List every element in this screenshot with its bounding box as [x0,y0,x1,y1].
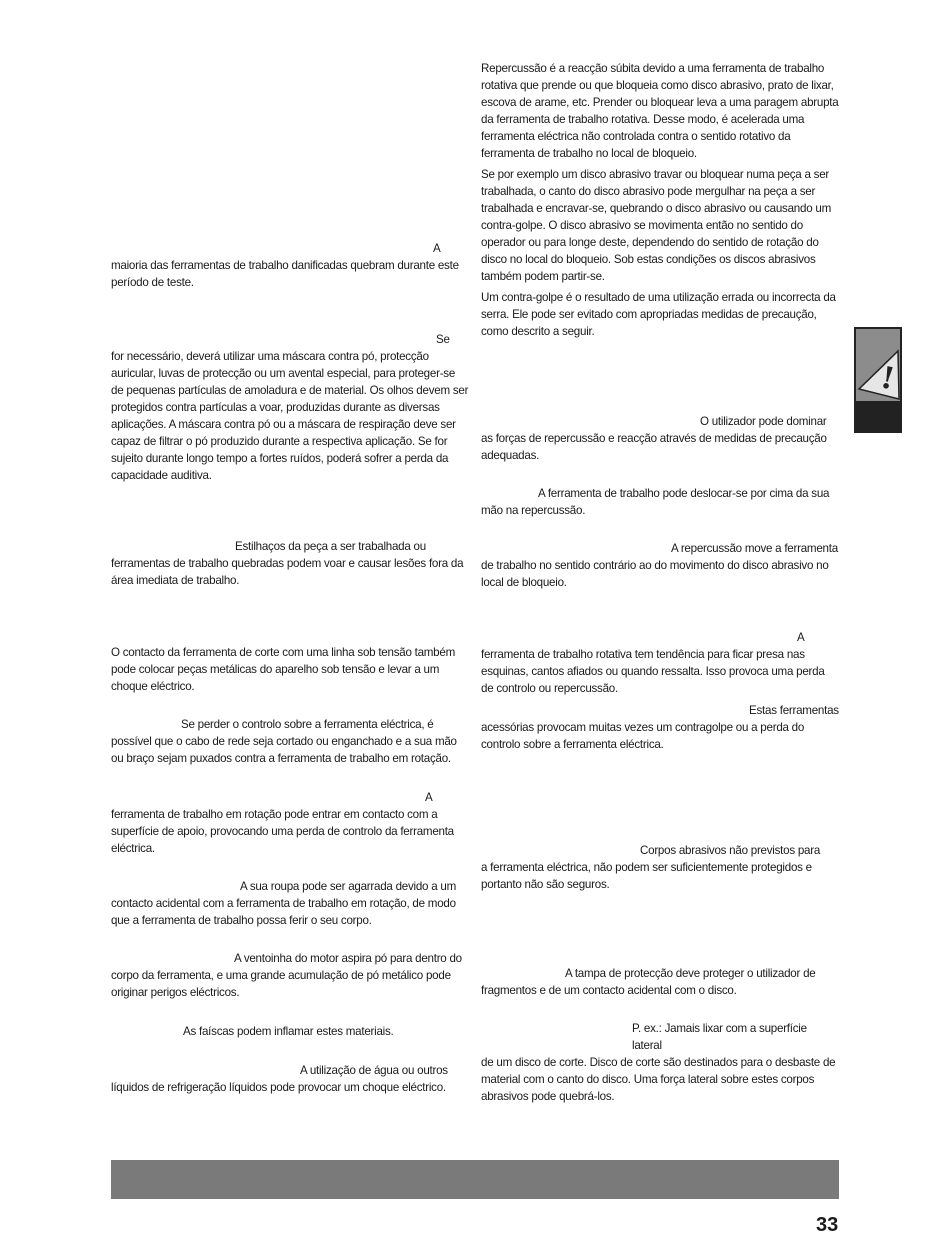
side-warning-tab [854,327,902,433]
right-paragraph-4-text: as forças de repercussão e reacção através de medidas de precaução adequadas. [481,432,827,462]
left-paragraph-5-lead: Se perder o controlo sobre a ferramenta eléctrica, é [181,718,434,731]
left-paragraph-3-lead: Estilhaços da peça a ser trabalhada ou [235,540,426,553]
left-paragraph-7-text: contacto acidental com a ferramenta de trabalho em rotação, de modo que a ferramenta de trabalho possa ferir o seu corpo. [111,897,456,927]
left-paragraph-4-text: O contacto da ferramenta de corte com uma linha sob tensão também pode colocar peças metálicas do aparelho sob tensão e levar a um choque eléctrico. [111,646,455,693]
right-paragraph-11-text: de um disco de corte. Disco de corte são destinados para o desbaste de material com o canto do disco. Uma força lateral sobre estes corpos abrasivos pode quebrá-los. [481,1056,836,1103]
right-paragraph-2-text: Se por exemplo um disco abrasivo travar ou bloquear numa peça a ser trabalhada, o canto do disco abrasivo pode mergulhar na peça a ser trabalhada e encravar-se, quebrando o disco abrasivo ou causando um contra-golpe. O disco abrasivo se movimenta então no sentido do operador ou para longe deste, dependendo do sentido de rotação do disco no local do bloqueio. Sob estas condições os discos abrasivos também podem partir-se. [481,168,831,283]
left-paragraph-1-lead: A [433,242,441,255]
left-paragraph-10-text: líquidos de refrigeração líquidos pode provocar um choque eléctrico. [111,1081,446,1094]
right-paragraph-3-text: Um contra-golpe é o resultado de uma utilização errada ou incorrecta da serra. Ele pode ser evitado com apropriadas medidas de precaução, como descrito a seguir. [481,291,836,338]
right-paragraph-5 [481,485,839,519]
right-paragraph-2 [481,166,839,285]
warning-icon [856,343,902,401]
right-paragraph-10-text: fragmentos e de um contacto acidental com o disco. [481,984,737,997]
left-paragraph-6 [111,789,469,857]
left-paragraph-1 [111,240,469,291]
left-paragraph-2 [111,331,469,484]
left-paragraph-8 [111,950,469,1001]
right-paragraph-6-lead: A repercussão move a ferramenta [671,542,838,555]
right-paragraph-11-lead: P. ex.: Jamais lixar com a superfície lateral [632,1022,807,1052]
right-paragraph-8-text: acessórias provocam muitas vezes um contragolpe ou a perda do controlo sobre a ferramenta eléctrica. [481,721,805,751]
right-paragraph-10-lead: A tampa de protecção deve proteger o utilizador de [565,967,816,980]
left-paragraph-9 [111,1023,469,1040]
left-paragraph-4 [111,644,469,695]
right-paragraph-5-text: mão na repercussão. [481,504,586,517]
page-number: 33 [816,1214,839,1236]
left-paragraph-3 [111,538,469,589]
right-paragraph-8 [481,702,839,753]
right-paragraph-4 [481,413,839,464]
left-paragraph-8-lead: A ventoinha do motor aspira pó para dentro do [234,952,462,965]
left-paragraph-10-lead: A utilização de água ou outros [300,1064,448,1077]
left-paragraph-6-text: ferramenta de trabalho em rotação pode entrar em contacto com a superfície de apoio, provocando uma perda de controlo da ferramenta eléctrica. [111,808,454,855]
right-paragraph-5-lead: A ferramenta de trabalho pode deslocar-se por cima da sua [538,487,830,500]
right-paragraph-7-lead: A [797,631,805,644]
left-paragraph-7-lead: A sua roupa pode ser agarrada devido a um [240,880,456,893]
right-paragraph-3 [481,289,839,340]
left-paragraph-10 [111,1062,469,1096]
left-paragraph-6-lead: A [425,791,433,804]
footer-bar [111,1160,839,1199]
left-paragraph-8-text: corpo da ferramenta, e uma grande acumulação de pó metálico pode originar perigos eléctricos. [111,969,451,999]
right-paragraph-9-text: a ferramenta eléctrica, não podem ser suficientemente protegidos e portanto não são seguros. [481,861,812,891]
left-paragraph-5 [111,716,469,767]
left-paragraph-7 [111,878,469,929]
left-paragraph-2-text: for necessário, deverá utilizar uma máscara contra pó, protecção auricular, luvas de protecção ou um avental especial, para proteger-se de pequenas partículas de amoladura e de material. Os olhos devem ser protegidos contra partículas a voar, produzidas durante as diversas aplicações. A máscara contra pó ou a máscara de respiração deve ser capaz de filtrar o pó produzido durante a respectiva aplicação. Se for sujeito durante longo tempo a fortes ruídos, poderá sofrer a perda da capacidade auditiva. [111,350,469,482]
left-paragraph-5-text: possível que o cabo de rede seja cortado ou enganchado e a sua mão ou braço sejam puxados contra a ferramenta de trabalho em rotação. [111,735,457,765]
right-paragraph-8-lead: Estas ferramentas [749,704,839,717]
left-paragraph-9-lead: As faíscas podem inflamar estes materiais. [183,1025,394,1038]
right-paragraph-6-text: de trabalho no sentido contrário ao do movimento do disco abrasivo no local de bloqueio. [481,559,829,589]
right-paragraph-11 [481,1020,839,1105]
right-paragraph-6 [481,540,839,591]
left-paragraph-1-text: maioria das ferramentas de trabalho danificadas quebram durante este período de teste. [111,259,459,289]
right-paragraph-9 [481,842,839,893]
right-paragraph-7-text: ferramenta de trabalho rotativa tem tendência para ficar presa nas esquinas, cantos afiados ou quando ressalta. Isso provoca uma perda de controlo ou repercussão. [481,648,825,695]
right-paragraph-1 [481,60,839,162]
right-paragraph-4-lead: O utilizador pode dominar [700,415,827,428]
right-paragraph-7 [481,629,839,697]
right-paragraph-1-text: Repercussão é a reacção súbita devido a uma ferramenta de trabalho rotativa que prende ou que bloqueia como disco abrasivo, prato de lixar, escova de arame, etc. Prender ou bloquear leva a uma paragem abrupta da ferramenta de trabalho rotativa. Desse modo, é acelerada uma ferramenta eléctrica não controlada contra o sentido rotativo da ferramenta de trabalho no local de bloqueio. [481,62,839,160]
left-paragraph-3-text: ferramentas de trabalho quebradas podem voar e causar lesões fora da área imediata de trabalho. [111,557,464,587]
right-paragraph-9-lead: Corpos abrasivos não previstos para [640,844,821,857]
right-paragraph-10 [481,965,839,999]
left-paragraph-2-lead: Se [436,333,450,346]
warning-glyph: ! [877,360,898,398]
